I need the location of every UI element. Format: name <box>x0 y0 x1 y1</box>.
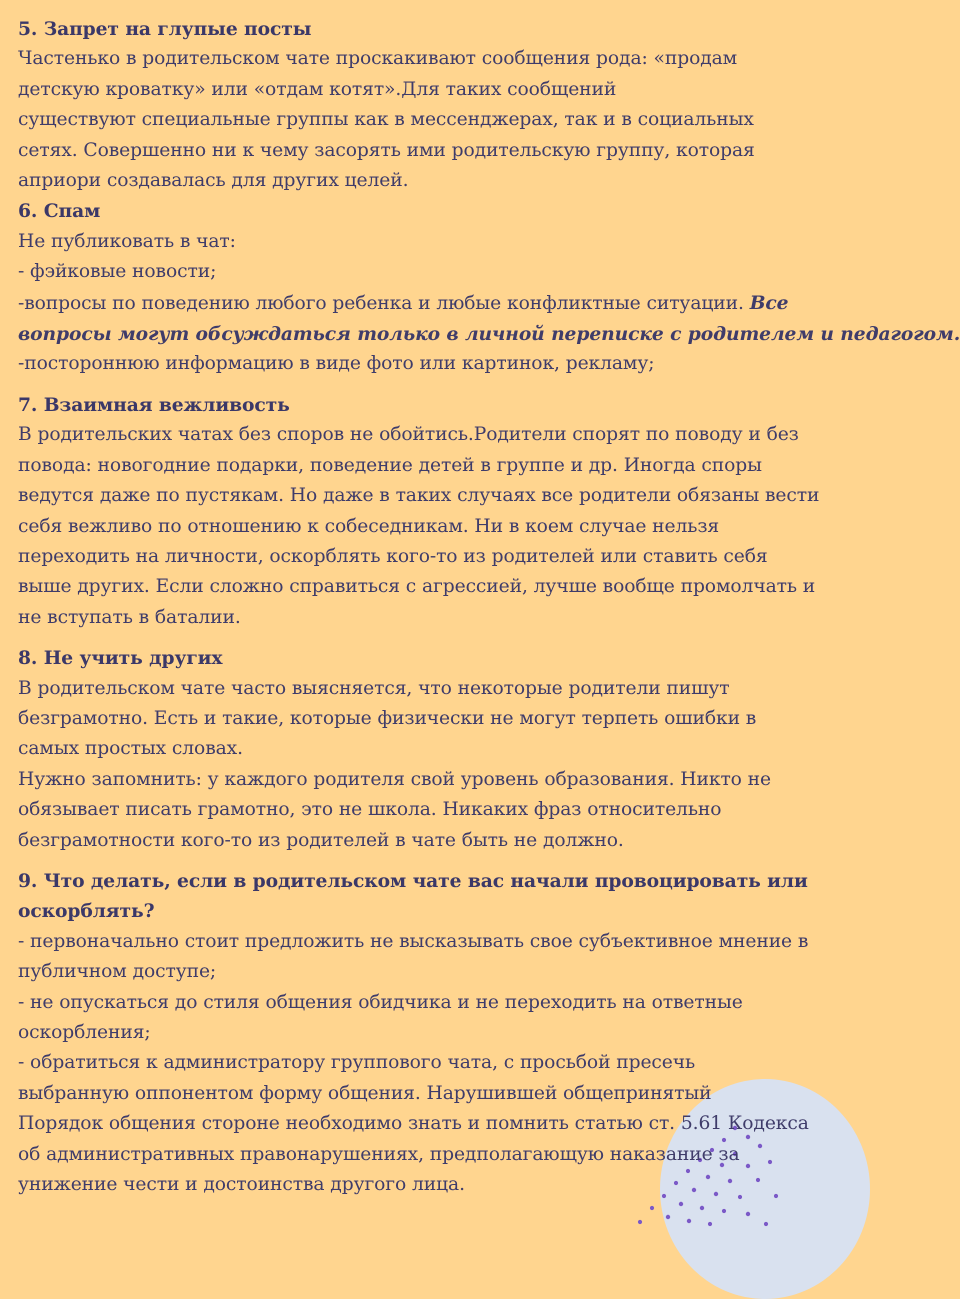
section-9-line: оскорбления; <box>18 1022 151 1043</box>
section-6-emphasis-start: Все <box>749 291 789 314</box>
section-6-line: - фэйковые новости; <box>18 261 217 283</box>
section-8-heading: 8. Не учить других <box>18 647 223 670</box>
section-6-emphasis-line: вопросы могут обсуждаться только в личной переписке с родителем и педагогом. <box>18 323 960 346</box>
section-6-line-text: -вопросы по поведению любого ребенка и любые конфликтные ситуации. <box>18 292 744 314</box>
section-7-line: переходить на личности, оскорблять кого-то из родителей или ставить себя <box>18 545 768 567</box>
section-6-heading: 6. Спам <box>18 200 101 223</box>
section-8-line: безграмотности кого-то из родителей в чате быть не должно. <box>18 829 624 851</box>
section-9-line: выбранную оппонентом форму общения. Нарушившей общепринятый <box>18 1082 712 1104</box>
section-8-line: обязывает писать грамотно, это не школа. Никаких фраз относительно <box>18 799 722 821</box>
section-5-heading: 5. Запрет на глупые посты <box>18 18 312 40</box>
section-9-line: - первоначально стоит предложить не высказывать свое субъективное мнение в <box>18 930 809 952</box>
section-5-line: априори создавалась для других целей. <box>18 170 409 192</box>
section-8-line: Нужно запомнить: у каждого родителя свой уровень образования. Никто не <box>18 768 771 790</box>
section-5-line: Частенько в родительском чате проскакивают сообщения рода: «продам <box>18 48 738 70</box>
section-5-line: детскую кроватку» или «отдам котят».Для таких сообщений <box>18 78 617 100</box>
section-5-line: сетях. Совершенно ни к чему засорять ими родительскую группу, которая <box>18 139 755 161</box>
section-7-line: ведутся даже по пустякам. Но даже в таких случаях все родители обязаны вести <box>18 485 820 507</box>
section-9-line: публичном доступе; <box>18 961 217 983</box>
section-9-heading-cont: оскорблять? <box>18 900 155 923</box>
section-9-line: об административных правонарушениях, предполагающую наказание за <box>18 1143 740 1165</box>
section-6-line <box>18 288 788 319</box>
section-9-line: унижение чести и достоинства другого лица. <box>18 1174 465 1196</box>
section-8-line: В родительском чате часто выясняется, что некоторые родители пишут <box>18 677 730 699</box>
section-8-line: безграмотно. Есть и такие, которые физически не могут терпеть ошибки в <box>18 707 757 729</box>
section-7-line: не вступать в баталии. <box>18 606 241 628</box>
section-6-last-line: -постороннюю информацию в виде фото или картинок, рекламу; <box>18 353 655 375</box>
section-9-line: - обратиться к администратору группового чата, с просьбой пресечь <box>18 1052 696 1074</box>
section-5-line: существуют специальные группы как в мессенджерах, так и в социальных <box>18 109 754 131</box>
document-content <box>18 14 960 1200</box>
section-7-line: повода: новогодние подарки, поведение детей в группе и др. Иногда споры <box>18 454 762 476</box>
section-6-line: Не публиковать в чат: <box>18 230 236 252</box>
section-7-line: В родительских чатах без споров не обойтись.Родители спорят по поводу и без <box>18 424 799 446</box>
section-7-line: выше других. Если сложно справиться с агрессией, лучше вообще промолчать и <box>18 576 816 598</box>
section-9-line: Порядок общения стороне необходимо знать и помнить статью ст. 5.61 Кодекса <box>18 1113 809 1135</box>
section-9-heading: 9. Что делать, если в родительском чате вас начали провоцировать или <box>18 869 808 892</box>
section-9-line: - не опускаться до стиля общения обидчика и не переходить на ответные <box>18 991 743 1013</box>
section-8-line: самых простых словах. <box>18 738 243 760</box>
section-7-line: себя вежливо по отношению к собеседникам. Ни в коем случае нельзя <box>18 515 720 537</box>
section-7-heading: 7. Взаимная вежливость <box>18 393 290 416</box>
